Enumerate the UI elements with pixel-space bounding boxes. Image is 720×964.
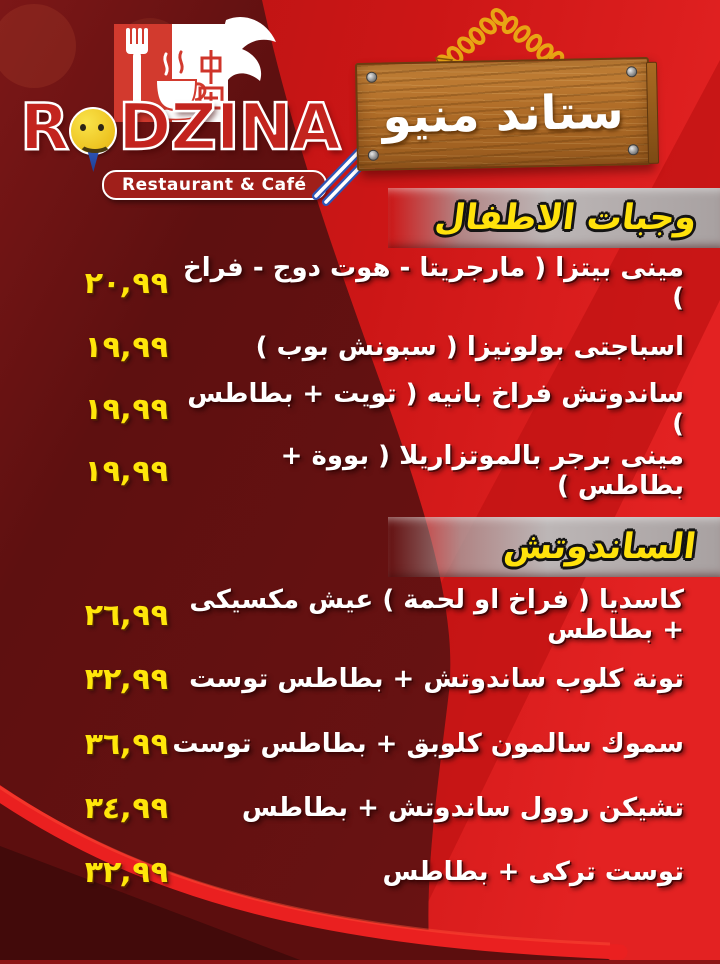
item-price: ١٩,٩٩ bbox=[82, 330, 171, 365]
brand-tagline: Restaurant & Café bbox=[102, 170, 327, 200]
item-price: ٢٦,٩٩ bbox=[82, 598, 171, 633]
item-name: ساندوتش فراخ بانيه ( تويت + بطاطس ) bbox=[187, 379, 684, 439]
sign-title: ستاند منيو bbox=[381, 83, 625, 145]
sign-board-edge bbox=[646, 62, 659, 164]
item-price: ٣٢,٩٩ bbox=[82, 855, 171, 890]
menu-item-row bbox=[84, 723, 684, 767]
item-name: سموك سالمون كلوبق + بطاطس توست bbox=[172, 729, 684, 760]
screw-icon bbox=[368, 150, 379, 161]
section-header-kids bbox=[388, 188, 720, 248]
item-price: ١٩,٩٩ bbox=[82, 454, 171, 489]
item-name: توست تركى + بطاطس bbox=[382, 857, 684, 888]
screw-icon bbox=[366, 72, 377, 83]
menu-item-row bbox=[82, 441, 684, 501]
item-name: كاسديا ( فراخ او لحمة ) عيش مكسيكى + بطاطس bbox=[189, 585, 684, 645]
screw-icon bbox=[628, 144, 639, 155]
section-header-sandwiches bbox=[388, 517, 720, 577]
item-price: ١٩,٩٩ bbox=[82, 392, 171, 427]
menu-item-row bbox=[82, 379, 684, 439]
chef-face-icon bbox=[69, 107, 117, 155]
item-price: ٢٠,٩٩ bbox=[82, 266, 171, 301]
section-title: الساندوتش bbox=[501, 526, 699, 567]
menu-item-row bbox=[84, 787, 684, 831]
item-price: ٣٦,٩٩ bbox=[82, 727, 171, 762]
menu-item-row bbox=[84, 851, 684, 895]
beard-icon bbox=[87, 150, 99, 172]
screw-icon bbox=[626, 66, 637, 77]
item-name: تشيكن روول ساندوتش + بطاطس bbox=[241, 793, 684, 824]
bull-horns-icon bbox=[223, 17, 276, 81]
menu-item-row bbox=[84, 658, 684, 702]
menu-item-row bbox=[82, 253, 684, 313]
brand-logo bbox=[18, 12, 368, 212]
item-name: تونة كلوب ساندوتش + بطاطس توست bbox=[189, 664, 684, 695]
item-name: مينى بيتزا ( مارجريتا - هوت دوج - فراخ ) bbox=[182, 253, 684, 313]
brand-name-start: R bbox=[20, 91, 69, 165]
item-price: ٣٢,٩٩ bbox=[82, 662, 171, 697]
hanging-sign bbox=[356, 8, 656, 174]
item-name: مينى برجر بالموتزاريلا ( بووة + بطاطس ) bbox=[280, 441, 684, 501]
item-name: اسباجتى بولونيزا ( سبونش بوب ) bbox=[255, 332, 684, 363]
brand-name bbox=[20, 91, 340, 165]
item-price: ٣٤,٩٩ bbox=[82, 791, 171, 826]
menu-item-row bbox=[82, 585, 684, 645]
section-title: وجبات الاطفال bbox=[432, 197, 699, 238]
brand-name-rest: DZINA bbox=[118, 91, 340, 165]
sign-board bbox=[355, 57, 651, 171]
menu-item-row bbox=[84, 326, 684, 370]
